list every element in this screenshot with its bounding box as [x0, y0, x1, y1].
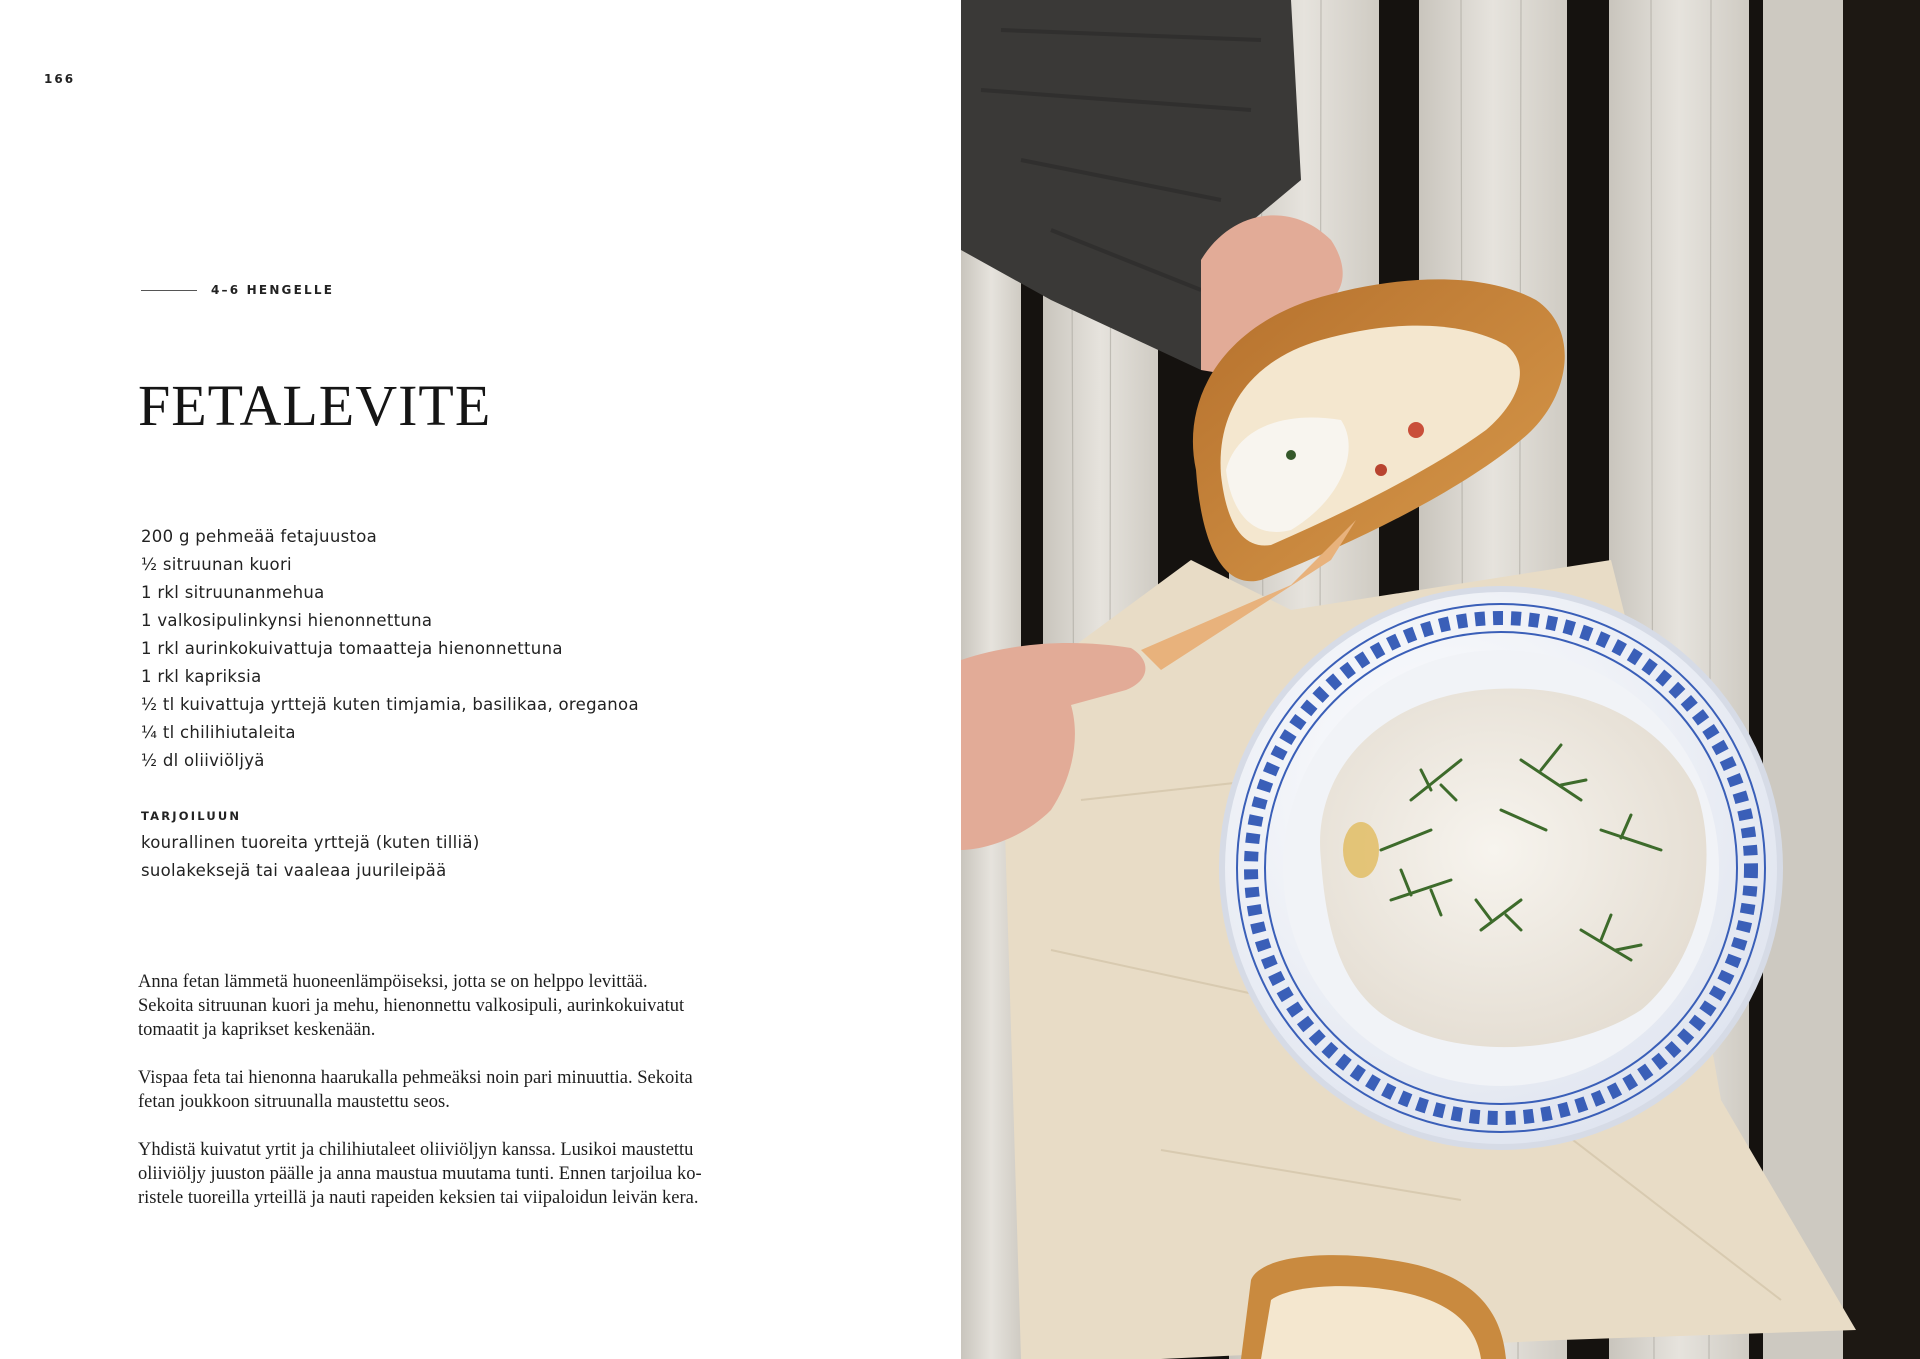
photo-illustration — [961, 0, 1920, 1359]
ingredient-list — [141, 523, 639, 775]
page-number: 166 — [44, 72, 76, 86]
plate — [1219, 586, 1783, 1150]
serving-item: suolakeksejä tai vaaleaa juurileipää — [141, 861, 447, 880]
servings-text: 4–6 HENGELLE — [211, 283, 335, 297]
instruction-paragraph: Yhdistä kuivatut yrtit ja chilihiutaleet oliiviöljyn kanssa. Lusikoi maustettu oliiviöljy juuston päälle ja anna maustua muutama tunti. Ennen tarjoilua ko- ristele tuoreilla yrteillä ja nauti rapeiden keksien tai viipaloidun leivän kera. — [138, 1140, 702, 1208]
instructions — [138, 970, 738, 1234]
ingredient-item: 1 rkl kapriksia — [141, 667, 262, 686]
ingredient-item: 1 valkosipulinkynsi hienonnettuna — [141, 611, 433, 630]
servings-label — [141, 283, 334, 297]
serving-item: kourallinen tuoreita yrttejä (kuten tilliä) — [141, 833, 480, 852]
serving-list — [141, 829, 480, 885]
recipe-title: FETALEVITE — [138, 373, 492, 438]
ingredient-item: ¼ tl chilihiutaleita — [141, 723, 296, 742]
ingredient-item: 1 rkl aurinkokuivattuja tomaatteja hienonnettuna — [141, 639, 563, 658]
ingredient-item: 1 rkl sitruunanmehua — [141, 583, 325, 602]
servings-rule — [141, 290, 197, 291]
ingredient-item: ½ tl kuivattuja yrttejä kuten timjamia, basilikaa, oreganoa — [141, 695, 639, 714]
ingredient-item: ½ sitruunan kuori — [141, 555, 292, 574]
ingredient-item: ½ dl oliiviöljyä — [141, 751, 265, 770]
ingredient-item: 200 g pehmeää fetajuustoa — [141, 527, 378, 546]
recipe-photo — [961, 0, 1920, 1359]
instruction-paragraph: Vispaa feta tai hienonna haarukalla pehmeäksi noin pari minuuttia. Sekoita fetan joukkoon sitruunalla maustettu seos. — [138, 1068, 693, 1112]
instruction-paragraph: Anna fetan lämmetä huoneenlämpöiseksi, jotta se on helppo levittää. Sekoita sitruunan kuori ja mehu, hienonnettu valkosipuli, aurinkokuivatut tomaatit ja kaprikset keskenään. — [138, 972, 685, 1040]
serving-heading: TARJOILUUN — [141, 809, 242, 823]
feta-spread — [1320, 688, 1706, 1047]
